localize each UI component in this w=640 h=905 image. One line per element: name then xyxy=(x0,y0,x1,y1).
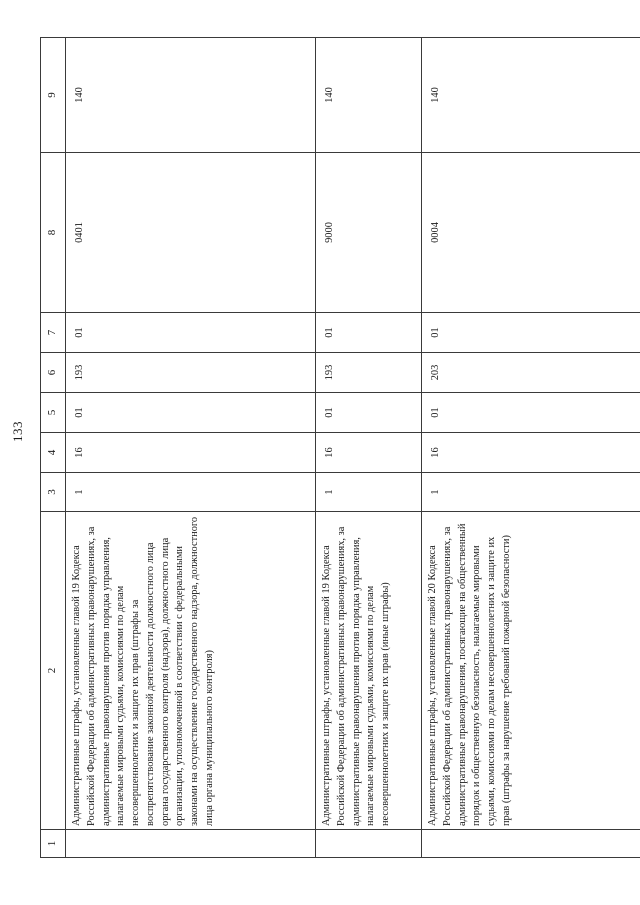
row-1-col1-cell xyxy=(66,830,316,858)
column-header-8: 8 xyxy=(41,153,66,313)
column-header-5: 5 xyxy=(41,393,66,433)
row-2-description-cell: Административные штрафы, установленные главой 19 Кодекса Российской Федерации об административных правонарушениях, за административные правонарушения против порядка управления, налагаемые мировыми судьями, комиссиями по делам несовершеннолетних и защите их прав (иные штрафы) xyxy=(316,512,422,830)
row-2-col6-cell xyxy=(316,353,422,393)
row-1-col9-cell xyxy=(66,38,316,153)
row-1-col7-value: 01 xyxy=(74,327,85,338)
row-1-col7-cell xyxy=(66,313,316,353)
row-2-col4-cell xyxy=(316,433,422,473)
row-1-description-cell: Административные штрафы, установленные главой 19 Кодекса Российской Федерации об административных правонарушениях, за административные правонарушения против порядка управления, налагаемые мировыми судьями, комиссиями по делам несовершеннолетних и защите их прав (штрафы за воспрепятствование законной деятельности должностного лица органа государственного контроля (надзора), должностного лица организации, уполномоченной в соответствии с федеральными законами на осуществление государственного надзора, должностного лица органа муниципального контроля) xyxy=(66,512,316,830)
rotated-table-container xyxy=(40,38,638,858)
row-2-col1-cell xyxy=(316,830,422,858)
row-2-col9-cell xyxy=(316,38,422,153)
column-header-2: 2 xyxy=(41,512,66,830)
row-2-col7-cell xyxy=(316,313,422,353)
row-1-col6-value: 193 xyxy=(74,364,85,381)
table-row xyxy=(316,38,422,858)
column-number-header-row xyxy=(41,38,66,858)
budget-classification-table xyxy=(40,37,640,858)
row-2-col5-cell xyxy=(316,393,422,433)
row-2-col8-cell xyxy=(316,153,422,313)
row-1-col5-value: 01 xyxy=(74,407,85,418)
row-3-col9-value: 140 xyxy=(430,87,441,103)
column-header-9: 9 xyxy=(41,38,66,153)
row-1-col6-cell xyxy=(66,353,316,393)
row-3-col5-cell xyxy=(422,393,640,433)
table-row xyxy=(66,38,316,858)
row-3-col6-cell xyxy=(422,353,640,393)
row-2-col4-value: 16 xyxy=(324,447,335,458)
row-2-col5-value: 01 xyxy=(324,407,335,418)
row-1-col4-value: 16 xyxy=(74,447,85,458)
row-2-col8-value: 9000 xyxy=(324,222,335,243)
row-2-col7-value: 01 xyxy=(324,327,335,338)
row-1-col8-value: 0401 xyxy=(74,222,85,243)
table-row xyxy=(422,38,640,858)
row-1-col4-cell xyxy=(66,433,316,473)
column-header-3: 3 xyxy=(41,473,66,512)
row-1-col3-cell xyxy=(66,473,316,512)
row-3-col8-value: 0004 xyxy=(430,222,441,243)
row-3-col3-cell xyxy=(422,473,640,512)
row-3-col3-value: 1 xyxy=(430,489,441,495)
row-3-col7-value: 01 xyxy=(430,327,441,338)
row-2-col9-value: 140 xyxy=(324,87,335,103)
column-header-4: 4 xyxy=(41,433,66,473)
column-header-1: 1 xyxy=(41,830,66,858)
row-3-description-cell: Административные штрафы, установленные главой 20 Кодекса Российской Федерации об административных правонарушениях, за административные правонарушения, посягающие на общественный порядок и общественную безопасность, налагаемые мировыми судьями, комиссиями по делам несовершеннолетних и защите их прав (штрафы за нарушение требований пожарной безопасности) xyxy=(422,512,640,830)
row-2-col3-value: 1 xyxy=(324,489,335,495)
row-3-col4-value: 16 xyxy=(430,447,441,458)
column-header-6: 6 xyxy=(41,353,66,393)
column-header-7: 7 xyxy=(41,313,66,353)
row-3-col9-cell xyxy=(422,38,640,153)
row-1-col8-cell xyxy=(66,153,316,313)
row-3-col1-cell xyxy=(422,830,640,858)
row-2-col6-value: 193 xyxy=(324,364,335,381)
row-3-col8-cell xyxy=(422,153,640,313)
row-3-col6-value: 203 xyxy=(430,364,441,381)
row-1-col5-cell xyxy=(66,393,316,433)
row-1-col3-value: 1 xyxy=(74,489,85,495)
row-2-col3-cell xyxy=(316,473,422,512)
row-1-col9-value: 140 xyxy=(74,87,85,103)
page-number: 133 xyxy=(10,421,25,442)
row-3-col7-cell xyxy=(422,313,640,353)
row-3-col5-value: 01 xyxy=(430,407,441,418)
row-3-col4-cell xyxy=(422,433,640,473)
